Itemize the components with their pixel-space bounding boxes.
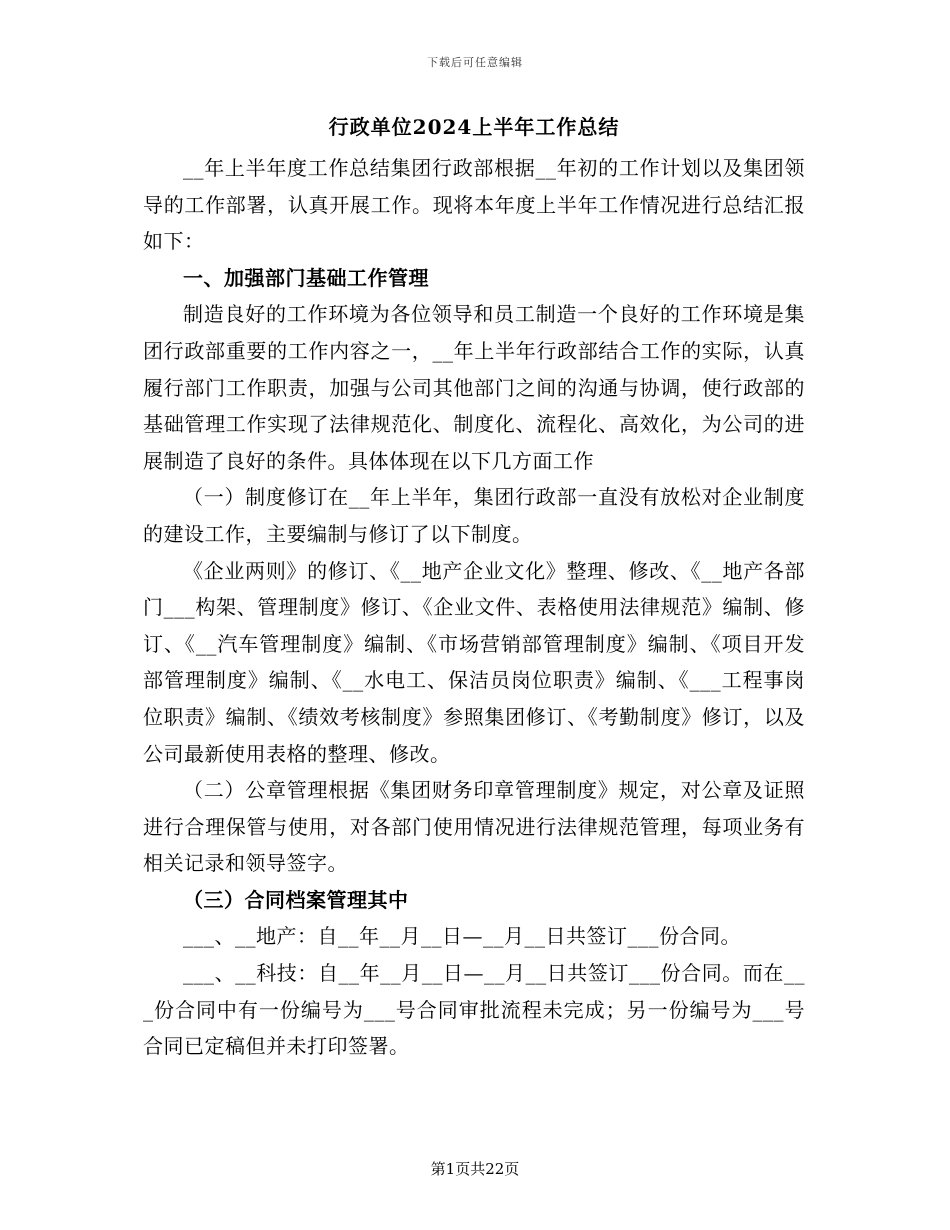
body-paragraph: （一）制度修订在__年上半年，集团行政部一直没有放松对企业制度的建设工作，主要编制与修订了以下制度。 — [143, 485, 805, 546]
subsection-heading: （三）合同档案管理其中 — [183, 887, 409, 912]
intro-paragraph: __年上半年度工作总结集团行政部根据__年初的工作计划以及集团领导的工作部署，认真开展工作。现将本年度上半年工作情况进行总结汇报如下： — [143, 156, 805, 254]
document-body — [143, 110, 805, 1065]
page-number: 第1页共22页 — [430, 1160, 520, 1178]
body-paragraph: ___、__科技：自__年__月__日—__月__日共签订___份合同。而在___份合同中有一份编号为___号合同审批流程未完成；另一份编号为___号合同已定稿但并未打印签署。 — [143, 961, 805, 1059]
body-paragraph: 《企业两则》的修订、《__地产企业文化》整理、修改、《__地产各部门___构架、管理制度》修订、《企业文件、表格使用法律规范》编制、修订、《__汽车管理制度》编制、《市场营销部管理制度》编制、《项目开发部管理制度》编制、《__水电工、保洁员岗位职责》编制、《___工程事岗位职责》编制、《绩效考核制度》参照集团修订、《考勤制度》修订，以及公司最新使用表格的整理、修改。 — [143, 558, 805, 766]
download-note: 下载后可任意编辑 — [427, 56, 523, 69]
body-paragraph: ___、__地产：自__年__月__日—__月__日共签订___份合同。 — [183, 924, 741, 949]
document-title: 行政单位2024上半年工作总结 — [328, 115, 620, 139]
section-heading: 一、加强部门基础工作管理 — [183, 265, 429, 290]
body-paragraph: （二）公章管理根据《集团财务印章管理制度》规定，对公章及证照进行合理保管与使用，对各部门使用情况进行法律规范管理，每项业务有相关记录和领导签字。 — [143, 778, 805, 876]
body-paragraph: 制造良好的工作环境为各位领导和员工制造一个良好的工作环境是集团行政部重要的工作内容之一，__年上半年行政部结合工作的实际，认真履行部门工作职责，加强与公司其他部门之间的沟通与协调，使行政部的基础管理工作实现了法律规范化、制度化、流程化、高效化，为公司的进展制造了良好的条件。具体体现在以下几方面工作 — [143, 302, 805, 473]
